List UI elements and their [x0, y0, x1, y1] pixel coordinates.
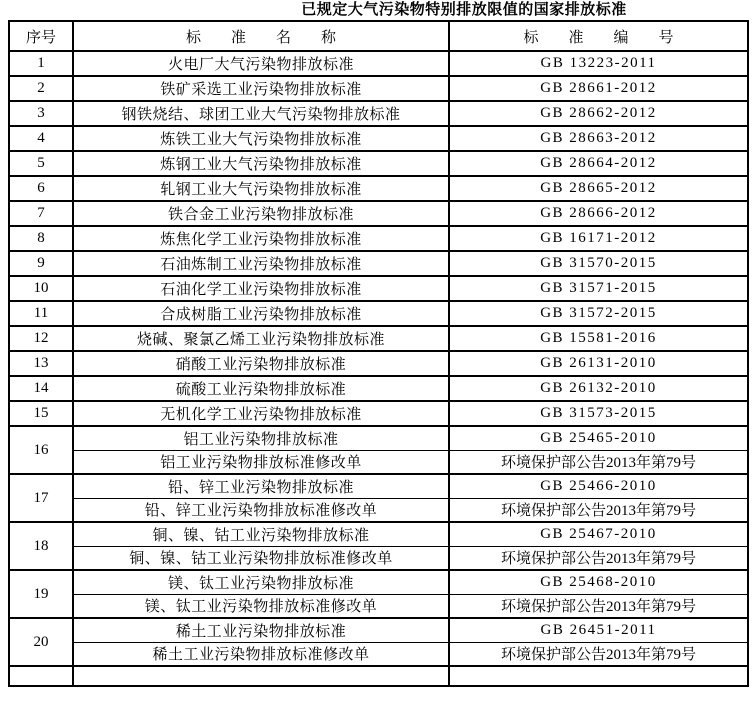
header-no: 序号: [9, 21, 73, 51]
table-header-row: [9, 21, 748, 51]
standard-name-cell: 火电厂大气污染物排放标准: [73, 51, 449, 76]
row-number-cell: 17: [9, 474, 73, 522]
standard-name-cell: 铜、镍、钴工业污染物排放标准修改单: [73, 546, 449, 570]
table-row: [9, 618, 748, 642]
row-number-cell: 13: [9, 351, 73, 376]
header-standard-code: 标 准 编 号: [449, 21, 748, 51]
standard-name-cell: 轧钢工业大气污染物排放标准: [73, 176, 449, 201]
standard-name-cell: 石油炼制工业污染物排放标准: [73, 251, 449, 276]
table-row: [9, 76, 748, 101]
standard-name-cell: 炼铁工业大气污染物排放标准: [73, 126, 449, 151]
table-row: [9, 326, 748, 351]
standard-name-cell: 铁矿采选工业污染物排放标准: [73, 76, 449, 101]
table-row: [9, 151, 748, 176]
row-number-cell: 12: [9, 326, 73, 351]
standard-code-cell: GB 28663-2012: [449, 126, 748, 151]
standard-code-cell: [449, 666, 748, 686]
standard-code-cell: GB 25466-2010: [449, 474, 748, 498]
table-subrow: [9, 546, 748, 570]
standard-code-cell: GB 25465-2010: [449, 426, 748, 450]
table-row-partial: [9, 666, 748, 686]
row-number-cell: 10: [9, 276, 73, 301]
standard-code-cell: GB 13223-2011: [449, 51, 748, 76]
table-row: [9, 522, 748, 546]
row-number-cell: 9: [9, 251, 73, 276]
standard-name-cell: 烧碱、聚氯乙烯工业污染物排放标准: [73, 326, 449, 351]
standard-name-cell: 铅、锌工业污染物排放标准修改单: [73, 498, 449, 522]
table-row: [9, 570, 748, 594]
standard-code-cell: GB 25468-2010: [449, 570, 748, 594]
table-subrow: [9, 450, 748, 474]
row-number-cell: 2: [9, 76, 73, 101]
standard-code-cell: GB 16171-2012: [449, 226, 748, 251]
standard-code-cell: GB 28661-2012: [449, 76, 748, 101]
standard-name-cell: 无机化学工业污染物排放标准: [73, 401, 449, 426]
standard-name-cell: 稀土工业污染物排放标准修改单: [73, 642, 449, 666]
table-row: [9, 376, 748, 401]
standard-code-cell: GB 28666-2012: [449, 201, 748, 226]
standard-name-cell: 镁、钛工业污染物排放标准修改单: [73, 594, 449, 618]
standard-code-cell: GB 31570-2015: [449, 251, 748, 276]
row-number-cell: [9, 666, 73, 686]
standard-name-cell: 铁合金工业污染物排放标准: [73, 201, 449, 226]
table-body: [9, 51, 748, 686]
row-number-cell: 19: [9, 570, 73, 618]
standard-code-cell: GB 28664-2012: [449, 151, 748, 176]
row-number-cell: 1: [9, 51, 73, 76]
table-row: [9, 226, 748, 251]
standard-name-cell: 石油化学工业污染物排放标准: [73, 276, 449, 301]
standard-code-cell: GB 31571-2015: [449, 276, 748, 301]
row-number-cell: 14: [9, 376, 73, 401]
table-row: [9, 351, 748, 376]
row-number-cell: 8: [9, 226, 73, 251]
standard-name-cell: 铜、镍、钴工业污染物排放标准: [73, 522, 449, 546]
standard-code-cell: GB 28665-2012: [449, 176, 748, 201]
standard-code-cell: 环境保护部公告2013年第79号: [449, 498, 748, 522]
page-title: 已规定大气污染物特别排放限值的国家排放标准: [301, 2, 627, 18]
standard-name-cell: 铅、锌工业污染物排放标准: [73, 474, 449, 498]
row-number-cell: 11: [9, 301, 73, 326]
table-row: [9, 201, 748, 226]
row-number-cell: 6: [9, 176, 73, 201]
row-number-cell: 18: [9, 522, 73, 570]
table-row: [9, 401, 748, 426]
standard-name-cell: 铝工业污染物排放标准: [73, 426, 449, 450]
standard-name-cell: 炼钢工业大气污染物排放标准: [73, 151, 449, 176]
standard-code-cell: GB 26451-2011: [449, 618, 748, 642]
row-number-cell: 4: [9, 126, 73, 151]
standard-code-cell: 环境保护部公告2013年第79号: [449, 546, 748, 570]
standards-table: [8, 20, 749, 687]
standard-code-cell: GB 25467-2010: [449, 522, 748, 546]
row-number-cell: 16: [9, 426, 73, 474]
table-row: [9, 126, 748, 151]
standard-name-cell: 稀土工业污染物排放标准: [73, 618, 449, 642]
table-subrow: [9, 498, 748, 522]
header-standard-name: 标 准 名 称: [73, 21, 449, 51]
standard-code-cell: 环境保护部公告2013年第79号: [449, 642, 748, 666]
standard-name-cell: 硫酸工业污染物排放标准: [73, 376, 449, 401]
table-subrow: [9, 642, 748, 666]
table-row: [9, 301, 748, 326]
table-row: [9, 101, 748, 126]
standard-name-cell: 镁、钛工业污染物排放标准: [73, 570, 449, 594]
standard-name-cell: 合成树脂工业污染物排放标准: [73, 301, 449, 326]
table-row: [9, 426, 748, 450]
standard-name-cell: 硝酸工业污染物排放标准: [73, 351, 449, 376]
standard-code-cell: 环境保护部公告2013年第79号: [449, 450, 748, 474]
table-subrow: [9, 594, 748, 618]
table-row: [9, 474, 748, 498]
table-row: [9, 176, 748, 201]
table-row: [9, 51, 748, 76]
row-number-cell: 20: [9, 618, 73, 666]
standard-code-cell: GB 28662-2012: [449, 101, 748, 126]
standard-code-cell: GB 26132-2010: [449, 376, 748, 401]
standard-code-cell: GB 31573-2015: [449, 401, 748, 426]
row-number-cell: 7: [9, 201, 73, 226]
row-number-cell: 3: [9, 101, 73, 126]
table-row: [9, 251, 748, 276]
row-number-cell: 5: [9, 151, 73, 176]
table-row: [9, 276, 748, 301]
standard-code-cell: GB 31572-2015: [449, 301, 748, 326]
standard-name-cell: 钢铁烧结、球团工业大气污染物排放标准: [73, 101, 449, 126]
standard-code-cell: GB 26131-2010: [449, 351, 748, 376]
standard-name-cell: 炼焦化学工业污染物排放标准: [73, 226, 449, 251]
standard-code-cell: GB 15581-2016: [449, 326, 748, 351]
standard-code-cell: 环境保护部公告2013年第79号: [449, 594, 748, 618]
standard-name-cell: 铝工业污染物排放标准修改单: [73, 450, 449, 474]
row-number-cell: 15: [9, 401, 73, 426]
standard-name-cell: [73, 666, 449, 686]
